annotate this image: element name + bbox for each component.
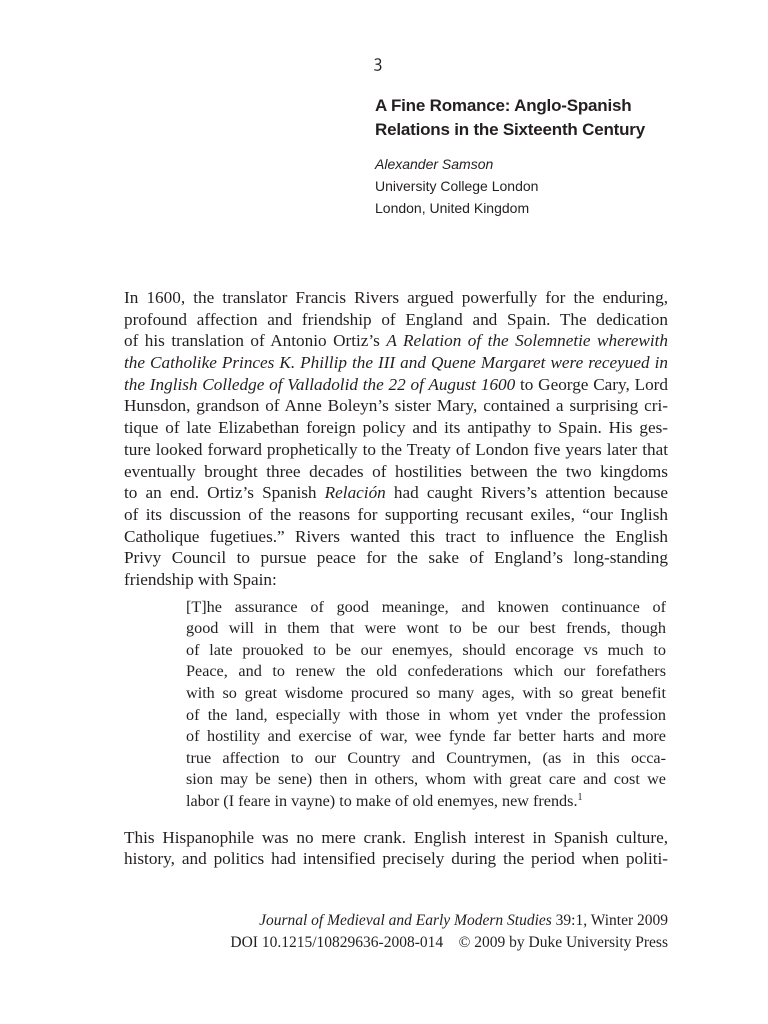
copyright: © 2009 by Duke University Press <box>458 934 668 951</box>
text-run: to George Cary, Lord <box>515 374 668 394</box>
author-block <box>375 153 735 219</box>
journal-issue: 39:1, Winter 2009 <box>551 912 668 929</box>
author-name: Alexander Samson <box>375 156 494 172</box>
quote-line: sion may be sene) then in others, whom with great care and cost we <box>186 770 666 789</box>
book-title-run: the Inglish Colledge of Valladolid the 22 of August 1600 <box>124 374 516 394</box>
text-line: ture looked forward prophetically to the Treaty of London five years later that <box>124 439 668 459</box>
paragraph-1 <box>124 287 668 591</box>
text-run: of his translation of Antonio Ortiz’s <box>124 331 387 351</box>
book-title-run: A Relation of the Solemnetie wherewith <box>386 331 669 351</box>
paragraph-2 <box>124 827 668 870</box>
quote-line: good will in them that were wont to be our best frends, though <box>186 619 666 638</box>
text-line: eventually brought three decades of hostilities between the two kingdoms <box>124 461 668 481</box>
text-line <box>124 482 668 504</box>
text-line: friendship with Spain: <box>124 569 277 589</box>
text-line <box>124 352 668 374</box>
text-run: labor (I feare in vayne) to make of old enemyes, new frends. <box>186 791 578 810</box>
text-line <box>124 374 668 396</box>
journal-name: Journal of Medieval and Early Modern Studies <box>259 912 552 929</box>
text-line: In 1600, the translator Francis Rivers argued powerfully for the enduring, <box>124 288 668 307</box>
block-quote <box>186 597 666 813</box>
author-location: London, United Kingdom <box>375 200 530 216</box>
quote-line: with so great wisdome procured so many ages, with so great benefit <box>186 684 666 702</box>
doi: DOI 10.1215/10829636-2008-014 <box>230 934 444 951</box>
quote-line: of hostility and exercise of war, wee fynde far better harts and more <box>186 727 666 746</box>
title-line: Relations in the Sixteenth Century <box>375 120 645 139</box>
ornament-glyph: ꝫ <box>374 54 382 71</box>
footnote-ref[interactable]: 1 <box>577 791 583 803</box>
journal-citation <box>124 910 668 932</box>
page-footer <box>124 910 668 954</box>
text-run: to an end. Ortiz’s Spanish <box>124 483 325 503</box>
quote-line: true affection to our Country and Countrymen, (as in this occa- <box>186 748 666 767</box>
quote-line: [T]he assurance of good meaninge, and knowen continuance of <box>186 597 666 616</box>
article-header <box>375 94 735 219</box>
book-title-run: the Catholike Princes K. Phillip the III and Quene Margaret were receyued in <box>124 353 668 373</box>
text-line: tique of late Elizabethan foreign policy and its antipathy to Spain. His ges- <box>124 418 668 438</box>
author-affiliation: University College London <box>375 178 539 194</box>
article-body <box>124 287 668 870</box>
doi-copyright-line <box>124 932 668 954</box>
quote-line <box>186 791 666 813</box>
text-line: profound affection and friendship of England and Spain. The dedication <box>124 309 668 329</box>
text-line: of its discussion of the reasons for supporting recusant exiles, “our Inglish <box>124 504 668 524</box>
quote-line: of the land, especially with those in whom yet vnder the profession <box>186 705 666 724</box>
text-line: Privy Council to pursue peace for the sake of England’s long-standing <box>124 548 668 568</box>
text-line: Hunsdon, grandson of Anne Boleyn’s sister Mary, contained a surprising cri- <box>124 396 668 416</box>
text-run: had caught Rivers’s attention because <box>385 483 669 503</box>
quote-line: Peace, and to renew the old confederations which our forefathers <box>186 662 666 681</box>
text-line: history, and politics had intensified precisely during the period when politi- <box>124 849 668 869</box>
book-title-run: Relación <box>324 483 386 503</box>
article-title <box>375 94 735 142</box>
title-line: A Fine Romance: Anglo-Spanish <box>375 96 632 115</box>
text-line: This Hispanophile was no mere crank. English interest in Spanish culture, <box>124 827 668 847</box>
text-line: Catholique fugetiues.” Rivers wanted this tract to influence the English <box>124 526 668 546</box>
quote-line: of late prouoked to be our enemyes, should encorage vs much to <box>186 640 666 659</box>
text-line <box>124 330 668 352</box>
